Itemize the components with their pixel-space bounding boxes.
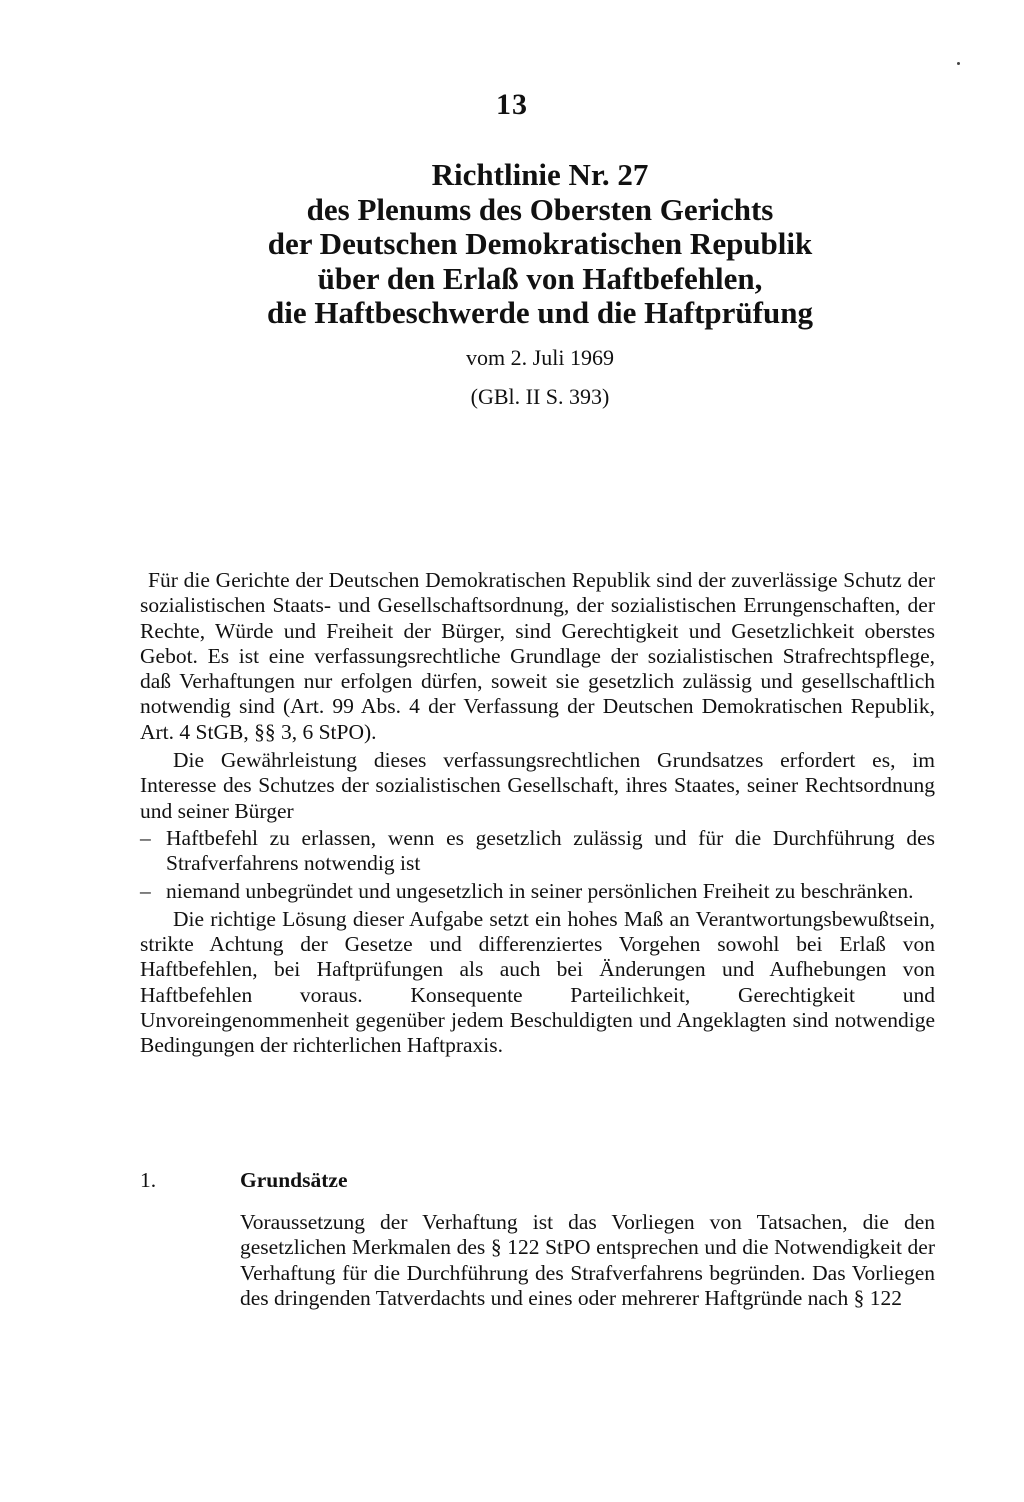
scan-speck [957, 62, 960, 65]
title-line: über den Erlaß von Haftbefehlen, [317, 260, 763, 296]
title-line: die Haftbeschwerde und die Haftprüfung [267, 295, 813, 330]
dash-bullet: – [140, 878, 151, 903]
title-line: Richtlinie Nr. 27 [431, 157, 649, 192]
gazette-reference: (GBl. II S. 393) [470, 384, 610, 409]
preamble-paragraph: Die richtige Lösung dieser Aufgabe setzt ein hohes Maß an Verantwortungsbewußtsein, strikte Achtung der Gesetze und differenziertes Vorgehen sowohl bei Erlaß von Haftbefehlen, bei Haftprüfungen als auch bei Änderungen und Aufhebungen von Haftbefehlen voraus. Konsequente Parteilichkeit, Gerechtigkeit und Unvoreingenommenheit gegenüber jedem Beschuldigten und Angeklagten sind notwendige Bedingungen der richterlichen Haftpraxis. [140, 906, 935, 1058]
page-number: 13 [496, 88, 528, 121]
dash-bullet: – [140, 825, 151, 850]
section-title: Grundsätze [240, 1168, 348, 1192]
dash-list [140, 826, 935, 904]
preamble [140, 568, 935, 1059]
section-number: 1. [140, 1168, 157, 1192]
section-paragraph: Voraussetzung der Verhaftung ist das Vorliegen von Tatsachen, die den gesetzlichen Merkmalen des § 122 StPO entsprechen und die Notwendigkeit der Verhaftung für die Durchführung des Strafverfahrens begründen. Das Vorliegen des dringenden Tatverdachts und eines oder mehrerer Haftgründe nach § 122 [240, 1210, 935, 1310]
section-body [240, 1210, 935, 1311]
document-date: vom 2. Juli 1969 [466, 345, 614, 370]
preamble-paragraph: Die Gewährleistung dieses verfassungsrechtlichen Grundsatzes erfordert es, im Interesse des Schutzes der sozialistischen Gesellschaft, ihres Staates, seiner Rechtsordnung und seiner Bürger [140, 748, 935, 823]
title-line: der Deutschen Demokratischen Republik [267, 226, 813, 261]
list-item [140, 826, 935, 877]
list-item [140, 879, 935, 904]
document-title [150, 158, 930, 331]
title-line: des Plenums des Obersten Gerichts [306, 191, 774, 227]
list-item-text: Haftbefehl zu erlassen, wenn es gesetzlich zulässig und für die Durchführung des Strafverfahrens notwendig ist [166, 825, 935, 876]
preamble-paragraph: Für die Gerichte der Deutschen Demokratischen Republik sind der zuverlässige Schutz der sozialistischen Staats- und Gesellschaftsordnung, der sozialistischen Errungenschaften, der Rechte, Würde und Freiheit der Bürger, sind Gerechtigkeit und Gesetzlichkeit oberstes Gebot. Es ist eine verfassungsrechtliche Grundlage der sozialistischen Strafrechtspflege, daß Verhaftungen nur erfolgen dürfen, soweit sie gesetzlich zulässig und gesellschaftlich notwendig sind (Art. 99 Abs. 4 der Verfassung der Deutschen Demokratischen Republik, Art. 4 StGB, §§ 3, 6 StPO). [140, 568, 935, 744]
list-item-text: niemand unbegründet und ungesetzlich in seiner persönlichen Freiheit zu beschränken. [166, 878, 914, 903]
